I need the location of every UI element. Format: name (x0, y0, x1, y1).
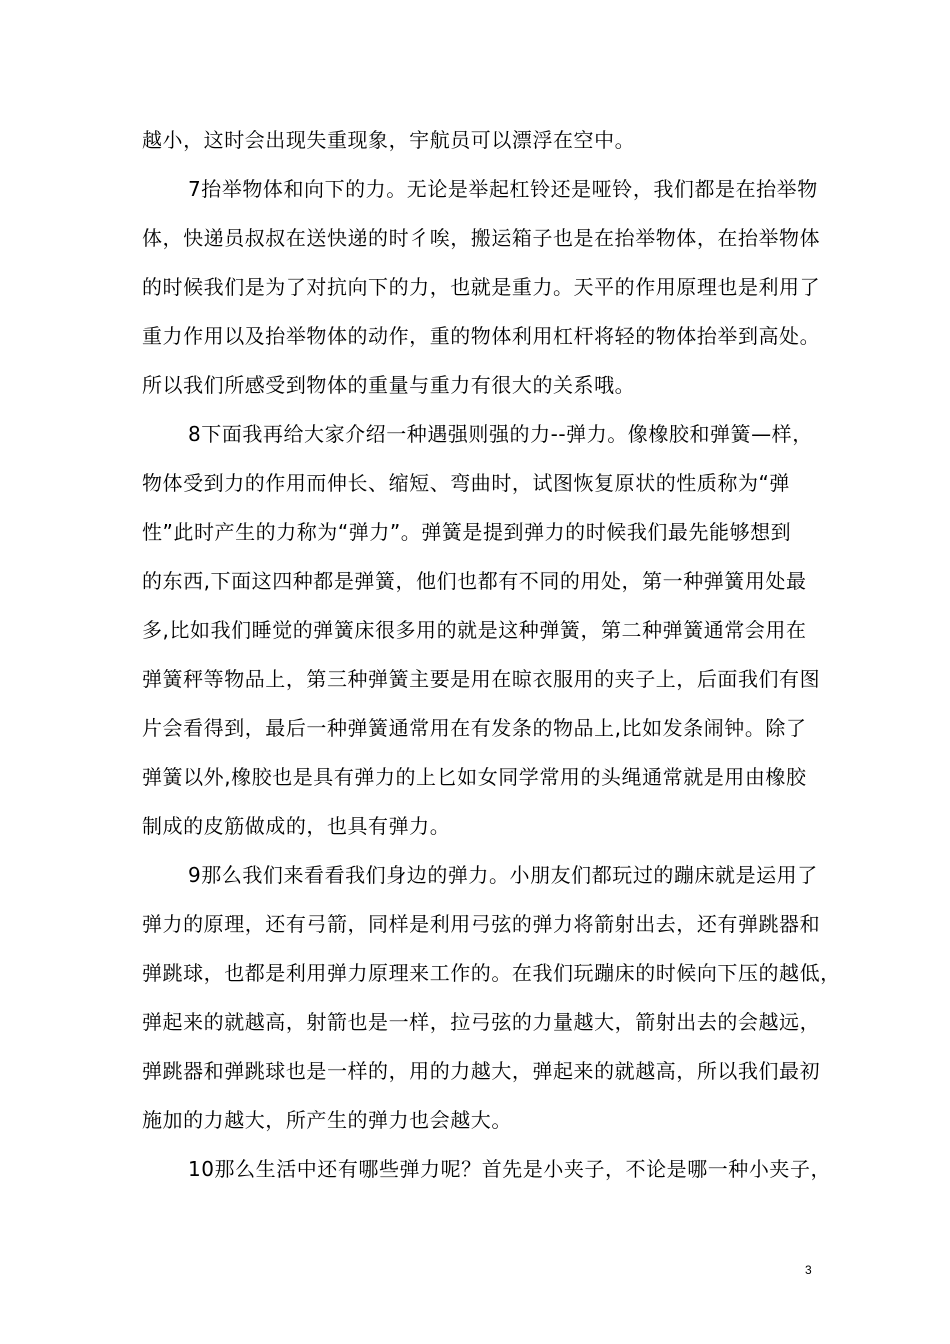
text-line: 弹力的原理，还有弓箭，同样是利用弓弦的弹力将箭射出去，还有弹跳器和 (142, 912, 821, 936)
text-line: 的东西,下面这四种都是弹簧，他们也都有不同的用处，第一种弹簧用处最 (142, 569, 807, 593)
text-line: 弹跳球，也都是利用弹力原理来工作的。在我们玩蹦床的时候向下压的越低， (142, 961, 841, 985)
text-line: 的时候我们是为了对抗向下的力，也就是重力。天平的作用原理也是利用了 (142, 275, 821, 299)
text-line: 制成的皮筋做成的，也具有弹力。 (142, 814, 451, 838)
text-line: 弹起来的就越高，射箭也是一样，拉弓弦的力量越大，箭射出去的会越远， (142, 1010, 821, 1034)
text-line: 多,比如我们睡觉的弹簧床很多用的就是这种弹簧，第二种弹簧通常会用在 (142, 618, 807, 642)
page-number: 3 (805, 1263, 812, 1277)
text-line: 越小，这时会出现失重现象，宇航员可以漂浮在空中。 (142, 128, 636, 152)
text-line: 重力作用以及抬举物体的动作，重的物体利用杠杆将轻的物体抬举到高处。 (142, 324, 821, 348)
paragraph-9-start: 9那么我们来看看我们身边的弹力。小朋友们都玩过的蹦床就是运用了 (188, 863, 818, 887)
paragraph-8-start: 8下面我再给大家介绍一种遇强则强的力--弹力。像橡胶和弹簧—样， (188, 422, 813, 446)
text-line: 弹簧以外,橡胶也是具有弹力的上匕如女同学常用的头绳通常就是用由橡胶 (142, 765, 807, 789)
text-line: 物体受到力的作用而伸长、缩短、弯曲时，试图恢复原状的性质称为“弹 (142, 471, 790, 495)
text-line: 性”此时产生的力称为“弹力”。弹簧是提到弹力的时候我们最先能够想到 (142, 520, 792, 544)
paragraph-7-start: 7抬举物体和向下的力。无论是举起杠铃还是哑铃，我们都是在抬举物 (188, 177, 818, 201)
paragraph-10-start: 10那么生活中还有哪些弹力呢？首先是小夹子，不论是哪一种小夹子， (188, 1157, 832, 1181)
text-line: 片会看得到，最后一种弹簧通常用在有发条的物品上,比如发条闹钟。除了 (142, 716, 807, 740)
text-line: 施加的力越大，所产生的弹力也会越大。 (142, 1108, 512, 1132)
text-line: 体，快递员叔叔在送快递的时彳唉，搬运箱子也是在抬举物体，在抬举物体 (142, 226, 821, 250)
text-line: 弹簧秤等物品上，第三种弹簧主要是用在晾衣服用的夹子上，后面我们有图 (142, 667, 821, 691)
text-line: 所以我们所感受到物体的重量与重力有很大的关系哦。 (142, 373, 636, 397)
text-line: 弹跳器和弹跳球也是一样的，用的力越大，弹起来的就越高，所以我们最初 (142, 1059, 821, 1083)
